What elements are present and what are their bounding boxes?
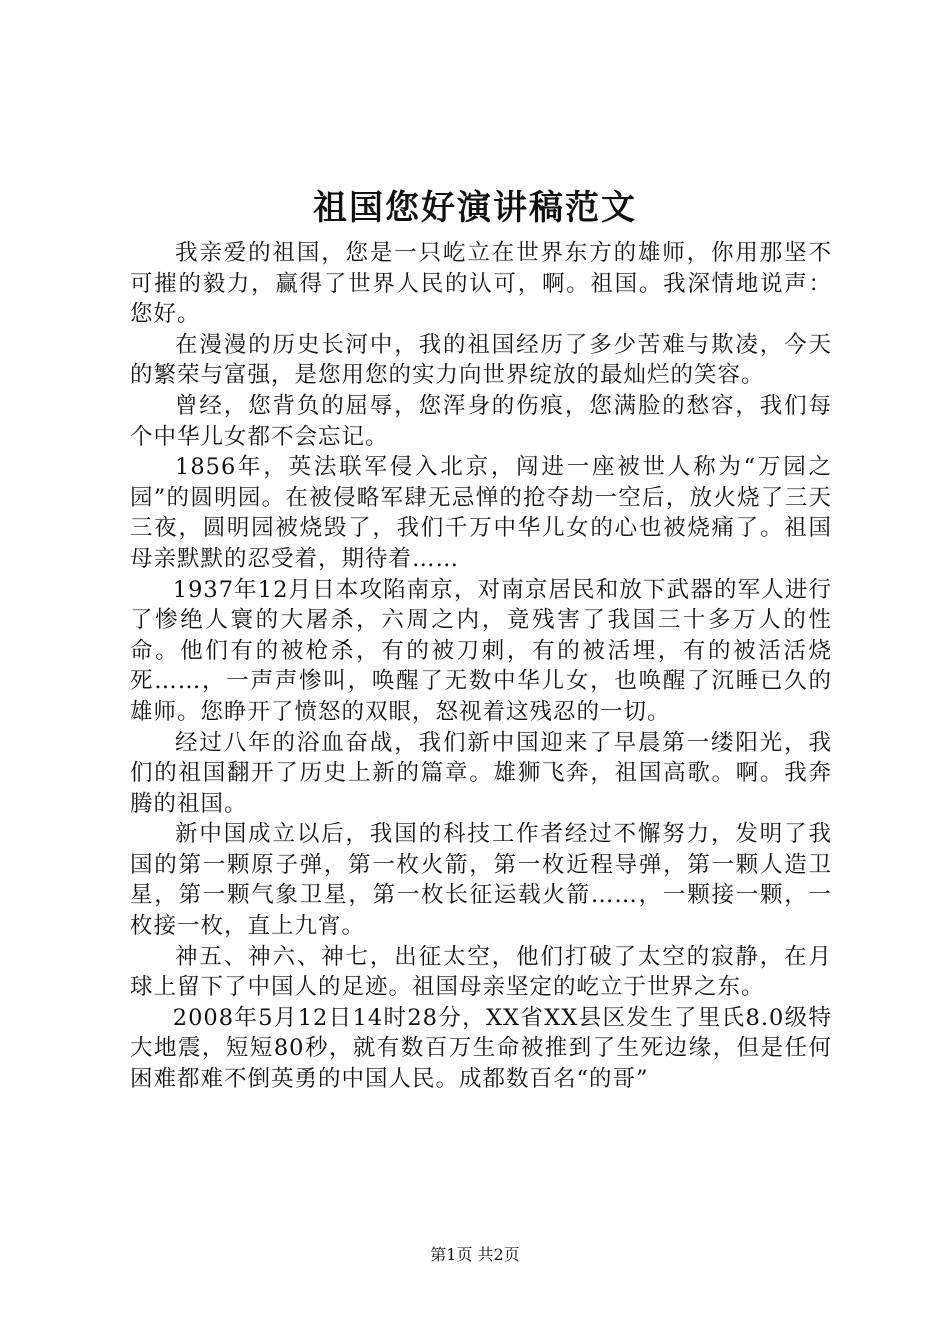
paragraph-9: 2008年5月12日14时28分，XX省XX县区发生了里氏8.0级特大地震，短短80秒，就有数百万生命被推到了生死边缘，但是任何困难都难不倒英勇的中国人民。成都数百名“的哥”	[130, 1004, 832, 1093]
document-title: 祖国您好演讲稿范文	[313, 188, 637, 228]
paragraph-5: 1937年12月日本攻陷南京，对南京居民和放下武器的军人进行了惨绝人寰的大屠杀，六周之内，竟残害了我国三十多万人的性命。他们有的被枪杀，有的被刀刺，有的被活埋，有的被活活烧死……，一声声惨叫，唤醒了无数中华儿女，也唤醒了沉睡已久的雄师。您睁开了愤怒的双眼，怒视着这残忍的一切。	[130, 576, 832, 725]
paragraph-1: 我亲爱的祖国，您是一只屹立在世界东方的雄师，你用那坚不可摧的毅力，赢得了世界人民的认可，啊。祖国。我深情地说声：您好。	[130, 240, 832, 328]
page-number-footer: 第1页 共2页	[430, 1245, 520, 1264]
paragraph-3: 曾经，您背负的屈辱，您浑身的伤痕，您满脸的愁容，我们每个中华儿女都不会忘记。	[130, 392, 832, 450]
paragraph-6: 经过八年的浴血奋战，我们新中国迎来了早晨第一缕阳光，我们的祖国翻开了历史上新的篇章。雄狮飞奔，祖国高歌。啊。我奔腾的祖国。	[130, 729, 832, 817]
document-body	[130, 238, 832, 1095]
paragraph-2: 在漫漫的历史长河中，我的祖国经历了多少苦难与欺凌，今天的繁荣与富强，是您用您的实力向世界绽放的最灿烂的笑容。	[130, 331, 832, 389]
paragraph-7: 新中国成立以后，我国的科技工作者经过不懈努力，发明了我国的第一颗原子弹，第一枚火箭，第一枚近程导弹，第一颗人造卫星，第一颗气象卫星，第一枚长征运载火箭……，一颗接一颗，一枚接一枚，直上九宵。	[130, 821, 832, 940]
paragraph-8: 神五、神六、神七，出征太空，他们打破了太空的寂静，在月球上留下了中国人的足迹。祖国母亲坚定的屹立于世界之东。	[130, 943, 832, 1001]
paragraph-4: 1856年，英法联军侵入北京，闯进一座被世人称为“万园之园”的圆明园。在被侵略军肆无忌惮的抢夺劫一空后，放火烧了三天三夜，圆明园被烧毁了，我们千万中华儿女的心也被烧痛了。祖国母亲默默的忍受着，期待着……	[130, 454, 832, 572]
